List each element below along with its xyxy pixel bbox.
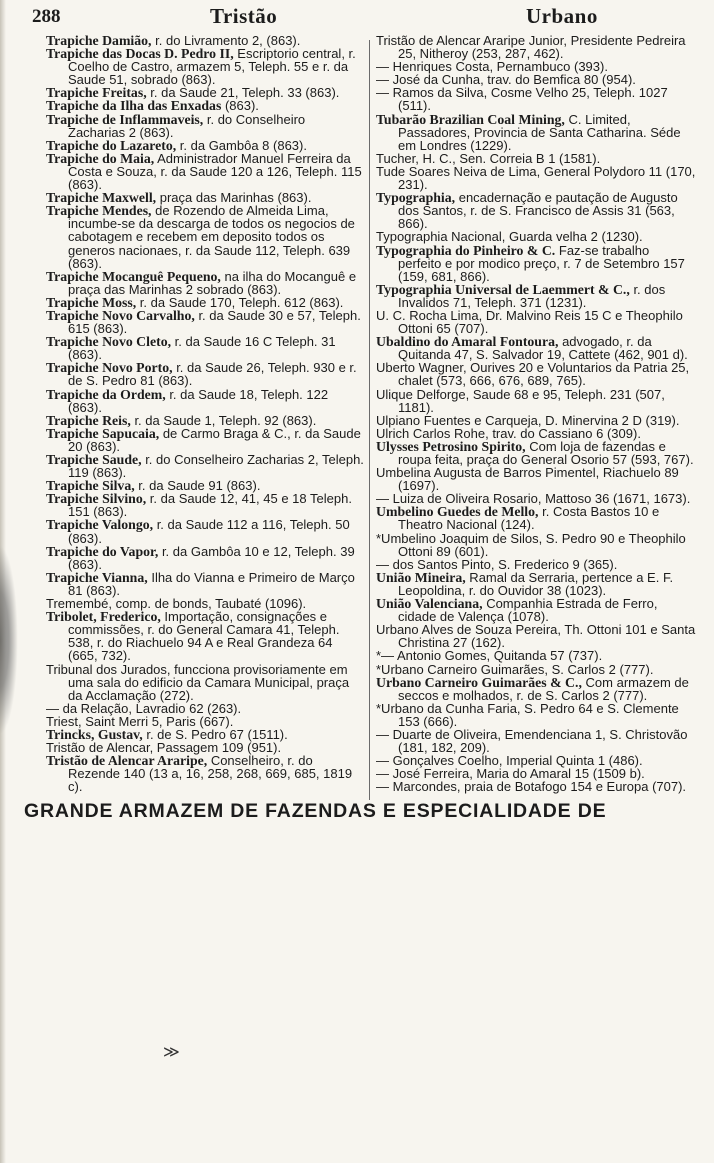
directory-entry <box>46 427 364 453</box>
left-column <box>46 34 364 793</box>
footer-banner: GRANDE ARMAZEM DE FAZENDAS E ESPECIALIDADE DE <box>24 800 607 822</box>
directory-entry <box>376 388 696 414</box>
entry-name: Trapiche Freitas, <box>46 85 147 101</box>
entry-name: Trapiche Valongo, <box>46 517 154 533</box>
directory-entry <box>376 780 696 793</box>
directory-entry <box>376 505 696 531</box>
entry-text: r. da Saude 12, 41, 45 e 18 Teleph. 151 (863). <box>68 491 352 520</box>
directory-entry <box>46 309 364 335</box>
directory-entry <box>376 532 696 558</box>
entry-text: *Urbano da Cunha Faria, S. Pedro 64 e S. Clemente 153 (666). <box>376 700 679 729</box>
entry-text: Umbelina Augusta de Barros Pimentel, Riachuelo 89 (1697). <box>376 465 679 494</box>
entry-text: advogado, r. da Quitanda 47, S. Salvador 19, Cattete (462, 901 d). <box>398 334 688 363</box>
entry-name: Tubarão Brazilian Coal Mining, <box>376 111 565 127</box>
directory-entry <box>46 270 364 296</box>
entry-text: *Urbano Carneiro Guimarães, S. Carlos 2 (777). <box>376 661 654 677</box>
directory-entry <box>376 113 696 152</box>
directory-entry <box>46 152 364 191</box>
directory-entry <box>46 388 364 414</box>
entry-text: praça das Marinhas (863). <box>156 190 312 206</box>
entry-name: Trapiche Saude, <box>46 452 142 467</box>
directory-entry <box>46 47 364 86</box>
directory-entry <box>46 335 364 361</box>
directory-entry <box>376 244 696 283</box>
entry-text: r. dos Invalidos 71, Teleph. 371 (1231). <box>398 281 666 310</box>
directory-entry <box>46 518 364 544</box>
directory-entry <box>46 453 364 479</box>
entry-text: r. da Saude 16 C Teleph. 31 (863). <box>68 334 336 363</box>
entry-text: Com armazem de seccos e molhados, r. de S. Carlos 2 (777). <box>398 674 689 703</box>
directory-entry <box>46 545 364 571</box>
directory-entry <box>46 204 364 269</box>
entry-name: Trapiche Mendes, <box>46 203 152 219</box>
directory-entry <box>46 492 364 518</box>
entry-name: Trapiche das Docas D. Pedro II, <box>46 46 234 62</box>
entry-text: Importação, consignações e commissões, r. do General Camara 41, Teleph. 538, r. do Riachuelo 94 A e Real Grandeza 64 (665, 732). <box>68 609 340 664</box>
entry-name: Trapiche Damião, <box>46 33 152 48</box>
entry-name: Tribolet, Frederico, <box>46 609 161 625</box>
entry-name: Tristão de Alencar Araripe, <box>46 753 208 769</box>
directory-entry <box>376 86 696 112</box>
entry-text: encadernação e pautação de Augusto dos Santos, r. de S. Francisco de Assis 31 (563, 866). <box>398 190 678 232</box>
entry-name: Trapiche Silva, <box>46 478 135 494</box>
entry-text: — Gonçalves Coelho, Imperial Quinta 1 (486). <box>376 753 643 769</box>
entry-name: Typographia Universal de Laemmert & C., <box>376 281 630 297</box>
entry-text: Tucher, H. C., Sen. Correia B 1 (1581). <box>376 150 601 166</box>
entry-text: Com loja de fazendas e roupa feita, praça do General Osorio 57 (593, 767). <box>398 438 694 467</box>
entry-text: Ulrich Carlos Rohe, trav. do Cassiano 6 (309). <box>376 425 641 441</box>
entry-name: Trapiche do Vapor, <box>46 543 159 559</box>
entry-text: r. Costa Bastos 10 e Theatro Nacional (124). <box>398 504 660 533</box>
entry-name: Ubaldino do Amaral Fontoura, <box>376 334 559 350</box>
entry-text: — José Ferreira, Maria do Amaral 15 (1509 b). <box>376 766 645 782</box>
entry-text: Tremembé, comp. de bonds, Taubaté (1096). <box>46 596 307 612</box>
directory-entry <box>46 610 364 662</box>
entry-name: Trapiche Moss, <box>46 294 137 310</box>
entry-text: r. do Livramento 2, (863). <box>151 33 301 48</box>
entry-text: r. da Saude 91 (863). <box>134 478 261 494</box>
entry-text: r. da Gambôa 8 (863). <box>176 137 307 153</box>
entry-text: — Henriques Costa, Pernambuco (393). <box>376 59 608 75</box>
page-number: 288 <box>32 6 61 27</box>
entry-name: Trapiche Silvino, <box>46 491 147 507</box>
entry-text: C. Limited, Passadores, Provincia de Santa Catharina. Séde em Londres (1229). <box>398 111 681 153</box>
entry-text: r. da Saude 112 a 116, Teleph. 50 (863). <box>68 517 350 546</box>
entry-text: r. do Conselheiro Zacharias 2, Teleph. 119 (863). <box>68 452 364 481</box>
directory-entry <box>376 571 696 597</box>
entry-text: de Rozendo de Almeida Lima, incumbe-se da descarga de todos os negocios de cabotagem e recebem em deposito todos os generos nacionaes, r. da Saude 112, Teleph. 639 (863). <box>68 203 355 271</box>
entry-name: União Mineira, <box>376 569 466 585</box>
entry-text: Ramal da Serraria, pertence a E. F. Leopoldina, r. do Ouvidor 38 (1023). <box>398 569 674 598</box>
entry-name: Trapiche Novo Cleto, <box>46 334 172 350</box>
entry-text: Tribunal dos Jurados, funcciona provisoriamente em uma sala do edificio da Camara Municipal, praça da Acclamação (272). <box>46 661 350 703</box>
directory-entry <box>376 335 696 361</box>
entry-text: de Carmo Braga & C., r. da Saude 20 (863). <box>68 425 361 454</box>
entry-name: Trapiche Sapucaia, <box>46 425 160 441</box>
directory-entry <box>376 440 696 466</box>
entry-text: — Marcondes, praia de Botafogo 154 e Europa (707). <box>376 779 687 795</box>
entry-text: Tude Soares Neiva de Lima, General Polydoro 11 (170, 231). <box>376 163 696 193</box>
entry-name: Urbano Carneiro Guimarães & C., <box>376 674 582 690</box>
entry-name: Trapiche de Inflammaveis, <box>46 111 204 127</box>
entry-text: Tristão de Alencar, Passagem 109 (951). <box>46 740 282 756</box>
entry-text: Faz-se trabalho perfeito e por modico preço, r. 7 de Setembro 157 (159, 681, 866). <box>398 242 685 284</box>
entry-name: Trapiche do Maia, <box>46 150 155 166</box>
entry-text: Administrador Manuel Ferreira da Costa e Souza, r. da Saude 120 a 126, Teleph. 115 (863). <box>68 150 362 193</box>
entry-name: Trapiche Reis, <box>46 412 131 428</box>
entry-text: Urbano Alves de Souza Pereira, Th. Ottoni 101 e Santa Christina 27 (162). <box>376 622 696 651</box>
entry-text: — dos Santos Pinto, S. Frederico 9 (365). <box>376 556 618 572</box>
directory-entry <box>376 597 696 623</box>
directory-entry <box>46 113 364 139</box>
entry-text: (863). <box>221 98 259 114</box>
entry-text: r. da Saude 30 e 57, Teleph. 615 (863). <box>68 307 361 337</box>
entry-text: U. C. Rocha Lima, Dr. Malvino Reis 15 C e Theophilo Ottoni 65 (707). <box>376 307 683 337</box>
directory-entry <box>376 309 696 335</box>
entry-text: Tristão de Alencar Araripe Junior, Presidente Pedreira 25, Nitheroy (253, 287, 462). <box>376 33 686 62</box>
entry-text: Ulique Delforge, Saude 68 e 95, Teleph. 231 (507, 1181). <box>376 386 665 415</box>
entry-name: Trapiche Novo Carvalho, <box>46 307 195 323</box>
column-divider <box>369 40 370 800</box>
entry-text: r. da Gambôa 10 e 12, Teleph. 39 (863). <box>68 543 355 572</box>
entry-name: União Valenciana, <box>376 596 483 612</box>
entry-text: *Umbelino Joaquim de Silos, S. Pedro 90 e Theophilo Ottoni 89 (601). <box>376 530 686 559</box>
directory-entry <box>376 165 696 191</box>
entry-text: Conselheiro, r. do Rezende 140 (13 a, 16, 258, 268, 669, 685, 1819 c). <box>68 753 353 795</box>
entry-text: r. da Saude 21, Teleph. 33 (863). <box>146 85 340 101</box>
left-running-title: Tristão <box>210 4 278 28</box>
entry-text: r. da Saude 26, Teleph. 930 e r. de S. Pedro 81 (863). <box>68 360 357 389</box>
entry-name: Typographia, <box>376 190 456 206</box>
entry-text: na ilha do Mocanguê e praça das Marinhas 2 sobrado (863). <box>68 268 357 297</box>
stray-mark: ≫ <box>163 1044 180 1061</box>
entry-name: Trapiche Maxwell, <box>46 190 157 206</box>
entry-name: Trapiche do Lazareto, <box>46 137 177 153</box>
page-header <box>30 2 694 32</box>
entry-text: r. do Conselheiro Zacharias 2 (863). <box>68 111 306 140</box>
directory-entry <box>376 361 696 387</box>
entry-text: r. da Saude 1, Teleph. 92 (863). <box>130 412 317 428</box>
entry-text: — Duarte de Oliveira, Emendenciana 1, S. Christovão (181, 182, 209). <box>376 726 688 756</box>
entry-name: Trapiche Mocanguê Pequeno, <box>46 268 221 284</box>
entry-text: Ilha do Vianna e Primeiro de Março 81 (863). <box>68 569 355 598</box>
entry-name: Trapiche da Ordem, <box>46 386 166 402</box>
directory-entry <box>46 754 364 793</box>
right-running-title: Urbano <box>526 4 598 28</box>
directory-entry <box>376 191 696 230</box>
entry-text: — Ramos da Silva, Cosme Velho 25, Teleph. 1027 (511). <box>376 85 668 114</box>
entry-text: r. da Saude 170, Teleph. 612 (863). <box>136 294 344 310</box>
entry-text: Escriptorio central, r. Coelho de Castro, armazem 5, Teleph. 55 e r. da Saude 51, sobrado (863). <box>68 46 356 88</box>
binding-blot <box>0 545 18 735</box>
entry-text: Ulpiano Fuentes e Carqueja, D. Minervina 2 D (319). <box>376 412 680 428</box>
right-column <box>376 34 696 793</box>
entry-name: Umbelino Guedes de Mello, <box>376 504 539 520</box>
entry-name: Trincks, Gustav, <box>46 726 143 742</box>
directory-entry <box>376 466 696 492</box>
entry-text: Companhia Estrada de Ferro, cidade de Valença (1078). <box>398 596 658 625</box>
entry-text: r. da Saude 18, Teleph. 122 (863). <box>68 386 329 415</box>
entry-name: Typographia do Pinheiro & C. <box>376 242 556 258</box>
entry-text: *— Antonio Gomes, Quitanda 57 (737). <box>376 648 603 664</box>
entry-text: Typographia Nacional, Guarda velha 2 (1230). <box>376 229 643 245</box>
directory-entry <box>46 361 364 387</box>
entry-text: — José da Cunha, trav. do Bemfica 80 (954). <box>376 72 636 88</box>
entry-text: Triest, Saint Merri 5, Paris (667). <box>46 713 234 729</box>
entry-text: r. de S. Pedro 67 (1511). <box>142 726 288 742</box>
entry-text: — Luiza de Oliveira Rosario, Mattoso 36 (1671, 1673). <box>376 491 691 507</box>
entry-name: Ulysses Petrosino Spirito, <box>376 438 526 454</box>
directory-entry <box>376 623 696 649</box>
directory-entry <box>376 702 696 728</box>
directory-entry <box>46 571 364 597</box>
entry-name: Trapiche da Ilha das Enxadas <box>46 98 222 114</box>
directory-entry <box>46 663 364 702</box>
entry-name: Trapiche Vianna, <box>46 569 148 585</box>
entry-text: Uberto Wagner, Ourives 20 e Voluntarios da Patria 25, chalet (573, 666, 676, 689, 765). <box>376 360 690 389</box>
directory-entry <box>376 676 696 702</box>
directory-entry <box>376 34 696 60</box>
entry-text: — da Relação, Lavradio 62 (263). <box>46 700 242 716</box>
directory-entry <box>376 728 696 754</box>
entry-name: Trapiche Novo Porto, <box>46 360 173 376</box>
directory-entry <box>376 283 696 309</box>
